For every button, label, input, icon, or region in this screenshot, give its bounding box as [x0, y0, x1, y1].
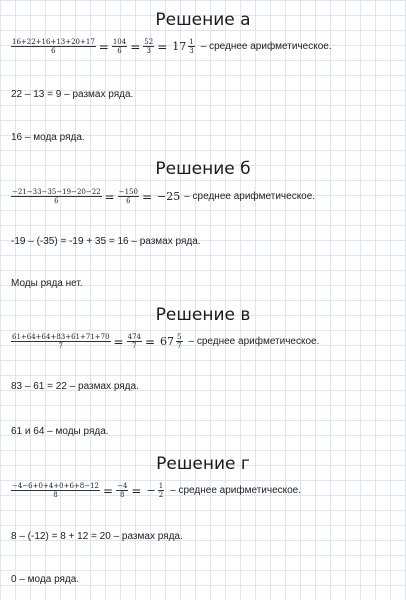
mode-line-c: 61 и 64 – моды ряда. [11, 426, 109, 437]
equals-sign: = [131, 483, 142, 498]
mean-formula-a [11, 38, 332, 55]
fraction-denominator: 7 [58, 342, 63, 350]
fraction-numerator: 1 [158, 482, 164, 490]
heading-solution-d: Решение г [156, 454, 250, 474]
equals-sign: = [144, 334, 156, 349]
equals-sign: = [103, 483, 114, 498]
fraction-denominator: 6 [54, 197, 59, 205]
mean-formula-b [11, 188, 315, 205]
fraction-denominator: 7 [132, 342, 137, 350]
heading-solution-b: Решение б [155, 159, 251, 179]
fraction-numerator: 61+64+64+83+61+71+70 [12, 333, 110, 341]
range-line-a: 22 – 13 = 9 – размах ряда. [11, 89, 134, 100]
mixed-whole-part: 17 [172, 40, 187, 53]
fraction-total-b [118, 188, 139, 205]
mean-label: – среднее арифметическое. [188, 336, 320, 347]
mixed-fraction-part [188, 38, 194, 55]
fraction-total-d [116, 482, 128, 499]
fraction-sum-c [11, 333, 111, 350]
fraction-result-d [158, 482, 164, 499]
fraction-sum-b [11, 188, 102, 205]
mixed-whole-part: 67 [160, 335, 175, 348]
mean-label: – среднее арифметическое. [200, 41, 332, 52]
fraction-numerator: 52 [144, 38, 154, 46]
fraction-denominator: 6 [117, 47, 122, 55]
equals-sign: = [141, 189, 152, 204]
range-line-d: 8 – (-12) = 8 + 12 = 20 – размах ряда. [11, 531, 183, 542]
minus-sign: − [146, 484, 156, 497]
mean-formula-c [11, 333, 319, 350]
fraction-numerator: −21−33−35−19−20−22 [12, 188, 101, 196]
mean-result: −25 [157, 190, 181, 203]
fraction-denominator: 8 [120, 491, 125, 499]
range-line-c: 83 – 61 = 22 – размах ряда. [11, 381, 139, 392]
mode-line-d: 0 – мода ряда. [11, 574, 80, 585]
heading-solution-a: Решение а [155, 10, 251, 30]
equals-sign: = [104, 189, 115, 204]
mean-label: – среднее арифметическое. [184, 191, 316, 202]
fraction-numerator: −4−6+0+4+0+6+8−12 [12, 482, 100, 490]
equals-sign: = [157, 39, 168, 54]
mean-formula-d [11, 482, 301, 499]
fraction-total-c [127, 333, 142, 350]
fraction-numerator: −4 [117, 482, 128, 490]
fraction-sum-d [11, 482, 100, 499]
fraction-sum-a [11, 38, 96, 55]
fraction-denominator: 6 [51, 47, 56, 55]
fraction-reduced-a [143, 38, 154, 55]
mode-line-b: Моды ряда нет. [11, 278, 83, 289]
mean-label: – среднее арифметическое. [170, 485, 302, 496]
fraction-denominator: 7 [177, 342, 182, 350]
fraction-numerator: 5 [177, 333, 182, 341]
heading-solution-c: Решение в [155, 305, 251, 325]
fraction-numerator: −150 [118, 188, 138, 196]
equals-sign: = [130, 39, 141, 54]
mixed-fraction-part [176, 333, 182, 350]
fraction-denominator: 8 [53, 491, 58, 499]
fraction-total-a [112, 38, 127, 55]
fraction-denominator: 2 [158, 491, 164, 499]
range-line-b: -19 – (-35) = -19 + 35 = 16 – размах ряда. [11, 236, 201, 247]
equals-sign: = [113, 334, 124, 349]
fraction-denominator: 3 [146, 47, 151, 55]
fraction-numerator: 16+22+16+13+20+17 [12, 38, 95, 46]
mode-line-a: 16 – мода ряда. [11, 132, 85, 143]
fraction-numerator: 474 [127, 333, 141, 341]
fraction-denominator: 6 [126, 197, 131, 205]
fraction-numerator: 104 [112, 38, 127, 46]
equals-sign: = [98, 39, 109, 54]
fraction-denominator: 3 [189, 47, 194, 55]
fraction-numerator: 1 [189, 38, 194, 46]
